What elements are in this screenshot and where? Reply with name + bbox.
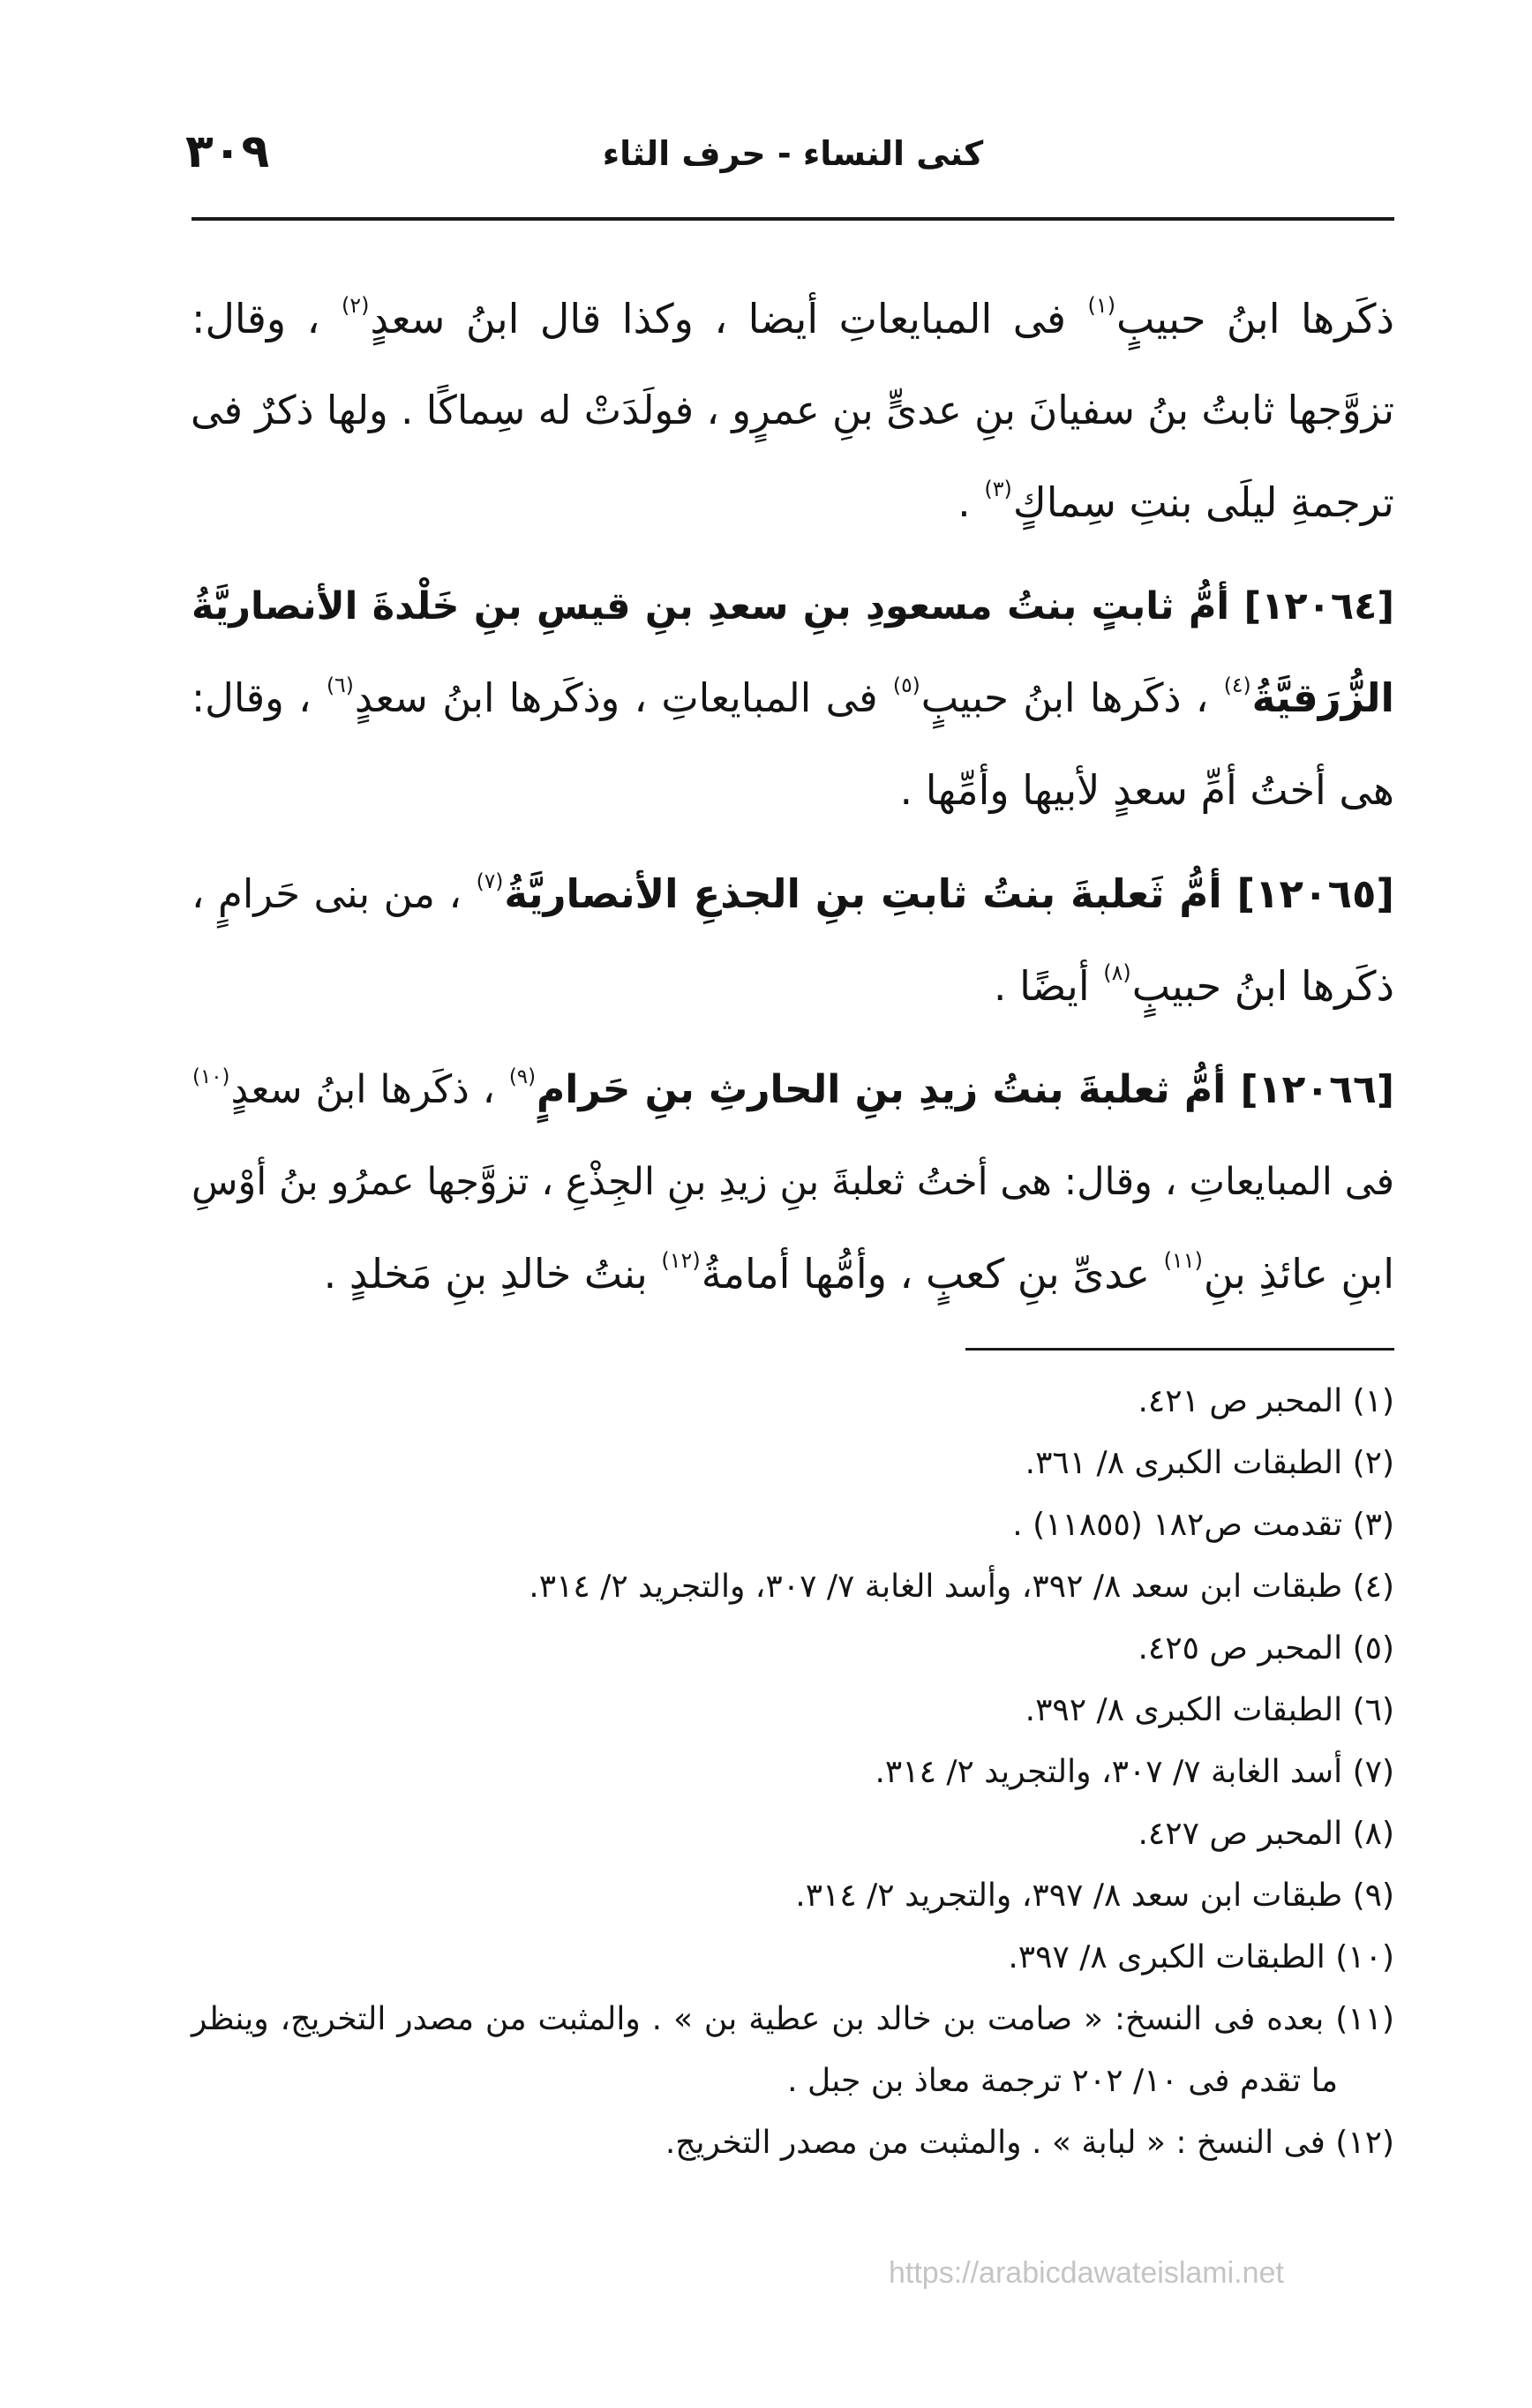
text-line: [192, 940, 1394, 1032]
text-run: بنتُ خالدِ بنِ مَخلدٍ .: [323, 1250, 661, 1298]
body-text: [192, 273, 1394, 1320]
text-run: عدىِّ بنِ كعبٍ ، وأمُّها أمامةُ: [701, 1250, 1163, 1298]
footnote-number: (١٢): [1335, 2125, 1394, 2161]
text-line: [192, 848, 1394, 940]
footnote: [192, 1371, 1394, 1433]
footnote-reference: (١): [1087, 293, 1116, 319]
text-run: ذكَرها ابنُ حبيبٍ: [1131, 962, 1394, 1010]
footnote-text: الطبقات الكبرى ٨/ ٣٦١.: [1025, 1445, 1343, 1481]
text-run: فى المبايعاتِ ، وذكَرها ابنُ سعدٍ: [354, 674, 892, 721]
entry-heading: [١٢٠٦٤] أمُّ ثابتٍ بنتُ مسعودِ بنِ سعدِ بنِ قيسِ بنِ خَلْدةَ الأنصاريَّةُ: [192, 584, 1394, 628]
footnote-number: (٥): [1352, 1630, 1394, 1667]
text-run: ترجمةِ ليلَى بنتِ سِماكٍ: [1012, 478, 1394, 526]
footnote-text: المحبر ص ٤٢١.: [1138, 1383, 1343, 1419]
text-run: ذكَرها ابنُ حبيبٍ: [1116, 295, 1394, 342]
footnote: [192, 1680, 1394, 1742]
text-line: [192, 744, 1394, 836]
entry-paragraph: [192, 561, 1394, 836]
footnote-number: (٨): [1352, 1816, 1394, 1852]
text-run: ، ذكَرها ابنُ حبيبٍ: [920, 674, 1223, 721]
footnote-reference: (١٠): [192, 1065, 230, 1089]
footnote-text: بعده فى النسخ: « صامت بن خالد بن عطية بن » . والمثبت من مصدر التخريج، وينظر ما تقدم فى ١٠/ ٢٠٢ ترجمة معاذ بن جبل .: [192, 2001, 1338, 2099]
text-run: فى المبايعاتِ ، وقال: هى أختُ ثعلبةَ بنِ زيدِ بنِ الجِذْعِ ، تزوَّجها عمرُو بنُ أوْسِ: [192, 1160, 1394, 1204]
text-run: ، وقال:: [192, 674, 326, 721]
footnote-number: (١٠): [1335, 1939, 1394, 1975]
text-run: ، وقال:: [192, 295, 341, 342]
footnote-number: (١١): [1335, 2001, 1394, 2037]
text-line: [192, 456, 1394, 548]
footnote-reference: (٢): [341, 293, 370, 319]
footnote-reference: (٨): [1103, 960, 1131, 986]
footnote-text: طبقات ابن سعد ٨/ ٣٩٧، والتجريد ٢/ ٣١٤.: [795, 1877, 1343, 1914]
footnote-text: فى النسخ : « لبابة » . والمثبت من مصدر التخريج.: [665, 2125, 1325, 2161]
entry-paragraph: [192, 1044, 1394, 1320]
text-line: [192, 1136, 1394, 1228]
footnote: [192, 1742, 1394, 1803]
footnote-reference: (١١): [1163, 1248, 1203, 1274]
watermark-url: https://arabicdawateislami.net: [889, 2256, 1284, 2290]
footnote: [192, 1803, 1394, 1865]
footnote-number: (١): [1352, 1383, 1394, 1419]
footnote-text: الطبقات الكبرى ٨/ ٣٩٢.: [1025, 1692, 1343, 1728]
text-run: فى المبايعاتِ أيضا ، وكذا قال ابنُ سعدٍ: [370, 295, 1087, 342]
text-run: ابنِ عائذِ بنِ: [1203, 1250, 1394, 1298]
footnote-reference: (٣): [984, 477, 1012, 502]
footnote-reference: (٤): [1223, 672, 1251, 697]
footnote-number: (٤): [1352, 1569, 1394, 1605]
footnotes: [192, 1371, 1394, 2174]
text-line: [192, 273, 1394, 365]
text-run: ، ذكَرها ابنُ سعدٍ: [230, 1067, 508, 1112]
footnote: [192, 1927, 1394, 1989]
text-run: تزوَّجها ثابتُ بنُ سفيانَ بنِ عدىٍّ بنِ عمرٍو ، فولَدَتْ له سِماكًا . ولها ذكرٌ فى: [190, 387, 1394, 433]
entry-heading: [١٢٠٦٦] أمُّ ثعلبةَ بنتُ زيدِ بنِ الحارثِ بنِ حَرامٍ: [537, 1067, 1394, 1112]
footnote: [192, 1494, 1394, 1556]
text-run: .: [958, 478, 984, 526]
entry-heading: [١٢٠٦٥] أمُّ ثَعلبةَ بنتُ ثابتِ بنِ الجذعِ الأنصاريَّةُ: [504, 870, 1394, 917]
footnote-reference: (٩): [508, 1065, 536, 1089]
footnote-text: طبقات ابن سعد ٨/ ٣٩٢، وأسد الغابة ٧/ ٣٠٧، والتجريد ٢/ ٣١٤.: [529, 1569, 1343, 1605]
header-rule: [192, 217, 1394, 221]
footnote-number: (٧): [1352, 1754, 1394, 1790]
footnote-text: أسد الغابة ٧/ ٣٠٧، والتجريد ٢/ ٣١٤.: [875, 1754, 1343, 1790]
footnote-text: المحبر ص ٤٢٥.: [1138, 1630, 1343, 1667]
footnote: [192, 1989, 1394, 2112]
text-line: [192, 652, 1394, 744]
footnote-reference: (٦): [326, 672, 354, 697]
text-run: ، من بنى حَرامٍ ،: [192, 870, 476, 917]
footnote-number: (٩): [1352, 1877, 1394, 1914]
continuation-paragraph: [192, 273, 1394, 548]
footnote: [192, 1433, 1394, 1494]
text-line: [192, 365, 1394, 456]
running-title: كنى النساء - حرف الثاء: [602, 134, 984, 173]
footnote-number: (٣): [1352, 1507, 1394, 1543]
footnote-text: الطبقات الكبرى ٨/ ٣٩٧.: [1008, 1939, 1325, 1975]
footnote-text: تقدمت ص١٨٢ (١١٨٥٥) .: [1012, 1507, 1343, 1543]
footnote: [192, 1556, 1394, 1618]
text-run: أيضًا .: [993, 962, 1103, 1010]
entry-heading: الزُّرَقيَّةُ: [1251, 674, 1394, 721]
text-line: [192, 1044, 1394, 1136]
page-number: ٣٠٩: [185, 125, 270, 178]
text-line: [192, 561, 1394, 652]
text-run: هى أختُ أمِّ سعدٍ لأبيها وأمِّها .: [899, 766, 1394, 814]
footnote-text: المحبر ص ٤٢٧.: [1138, 1816, 1343, 1852]
footnote-reference: (١٢): [661, 1248, 701, 1274]
footnote: [192, 1865, 1394, 1927]
footnote-reference: (٧): [476, 868, 504, 893]
footnote: [192, 1618, 1394, 1680]
footnote-separator: [965, 1348, 1394, 1351]
footnote-number: (٢): [1352, 1445, 1394, 1481]
entry-paragraph: [192, 848, 1394, 1032]
footnote: [192, 2112, 1394, 2174]
footnote-reference: (٥): [892, 672, 920, 697]
footnote-number: (٦): [1352, 1692, 1394, 1728]
text-line: [192, 1228, 1394, 1320]
